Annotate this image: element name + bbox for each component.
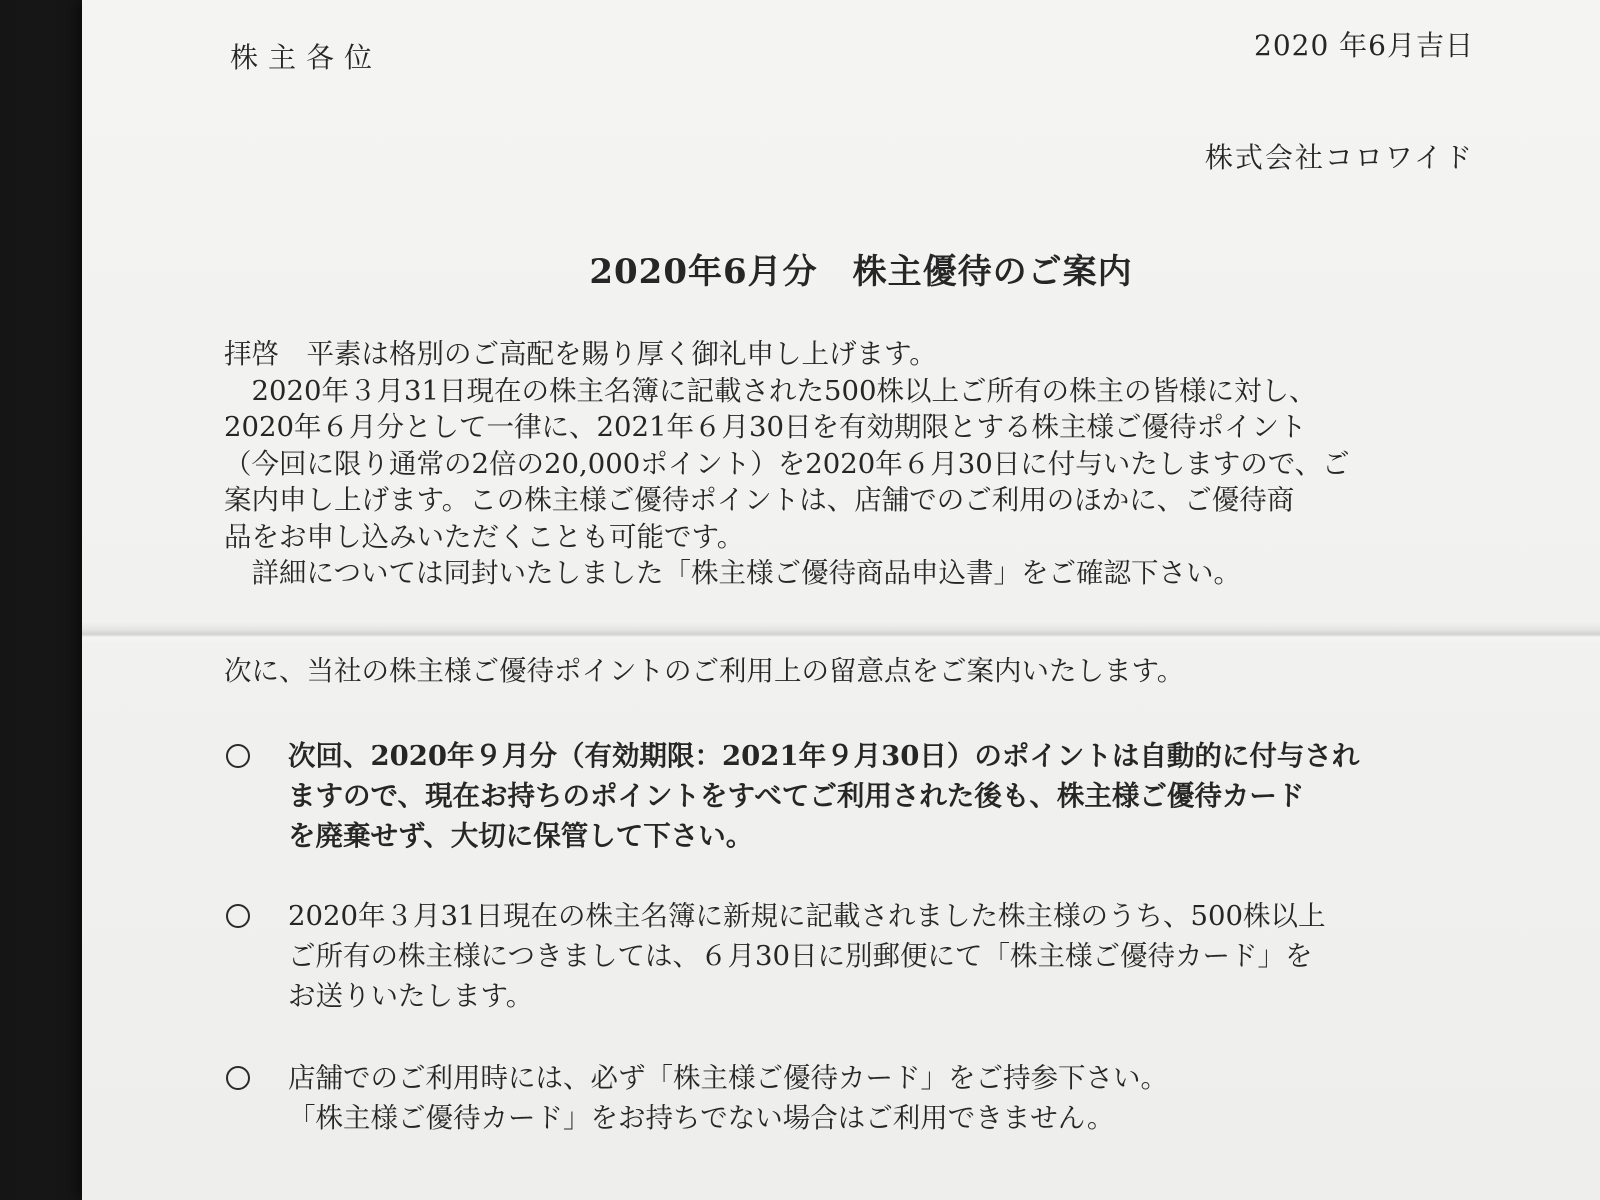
circle-bullet-icon [226,744,250,768]
paper-fold-line [82,622,1600,644]
note-line: 次回、2020年９月分（有効期限：2021年９月30日）のポイントは自動的に付与され [288,740,1360,772]
company-name: 株式会社コロワイド [1204,141,1474,174]
circle-bullet-icon [226,1066,250,1090]
note-line: ご所有の株主様につきましては、６月30日に別郵便にて「株主様ご優待カード」を [288,940,1313,972]
note-text [288,736,1359,856]
letter-date: 2020 年6月吉日 [1254,29,1474,62]
circle-bullet-icon [226,904,250,928]
body-line: 品をお申し込みいただくことも可能です。 [224,520,745,553]
body-line: 2020年６月分として一律に、2021年６月30日を有効期限とする株主様ご優待ポイント [224,411,1307,443]
letter-body [224,336,1524,592]
note-text [288,896,1325,1016]
body-line: 詳細については同封いたしました「株主様ご優待商品申込書」をご確認下さい。 [224,557,1241,589]
body-line: （今回に限り通常の2倍の20,000ポイント）を2020年６月30日に付与いたしますので、ご [224,447,1350,480]
notes-intro: 次に、当社の株主様ご優待ポイントのご利用上の留意点をご案内いたします。 [224,655,1185,687]
body-line: 案内申し上げます。この株主様ご優待ポイントは、店舗でのご利用のほかに、ご優待商 [224,484,1295,516]
letter-paper [82,0,1600,1200]
note-line: 店舗でのご利用時には、必ず「株主様ご優待カード」をご持参下さい。 [288,1062,1168,1094]
addressee: 株主各位 [230,41,383,74]
note-line: を廃棄せず、大切に保管して下さい。 [288,820,754,852]
body-line: 拝啓 平素は格別のご高配を賜り厚く御礼申し上げます。 [224,338,937,370]
body-line: 2020年３月31日現在の株主名簿に記載された500株以上ご所有の株主の皆様に対し、 [224,374,1317,407]
letter-title: 2020年6月分 株主優待のご案内 [589,252,1133,292]
note-line: 「株主様ご優待カード」をお持ちでない場合はご利用できません。 [288,1102,1115,1134]
note-line: ますので、現在お持ちのポイントをすべてご利用された後も、株主様ご優待カード [288,780,1305,812]
note-line: お送りいたします。 [288,980,534,1012]
note-line: 2020年３月31日現在の株主名簿に新規に記載されました株主様のうち、500株以上 [288,900,1326,932]
note-text [288,1058,1168,1138]
